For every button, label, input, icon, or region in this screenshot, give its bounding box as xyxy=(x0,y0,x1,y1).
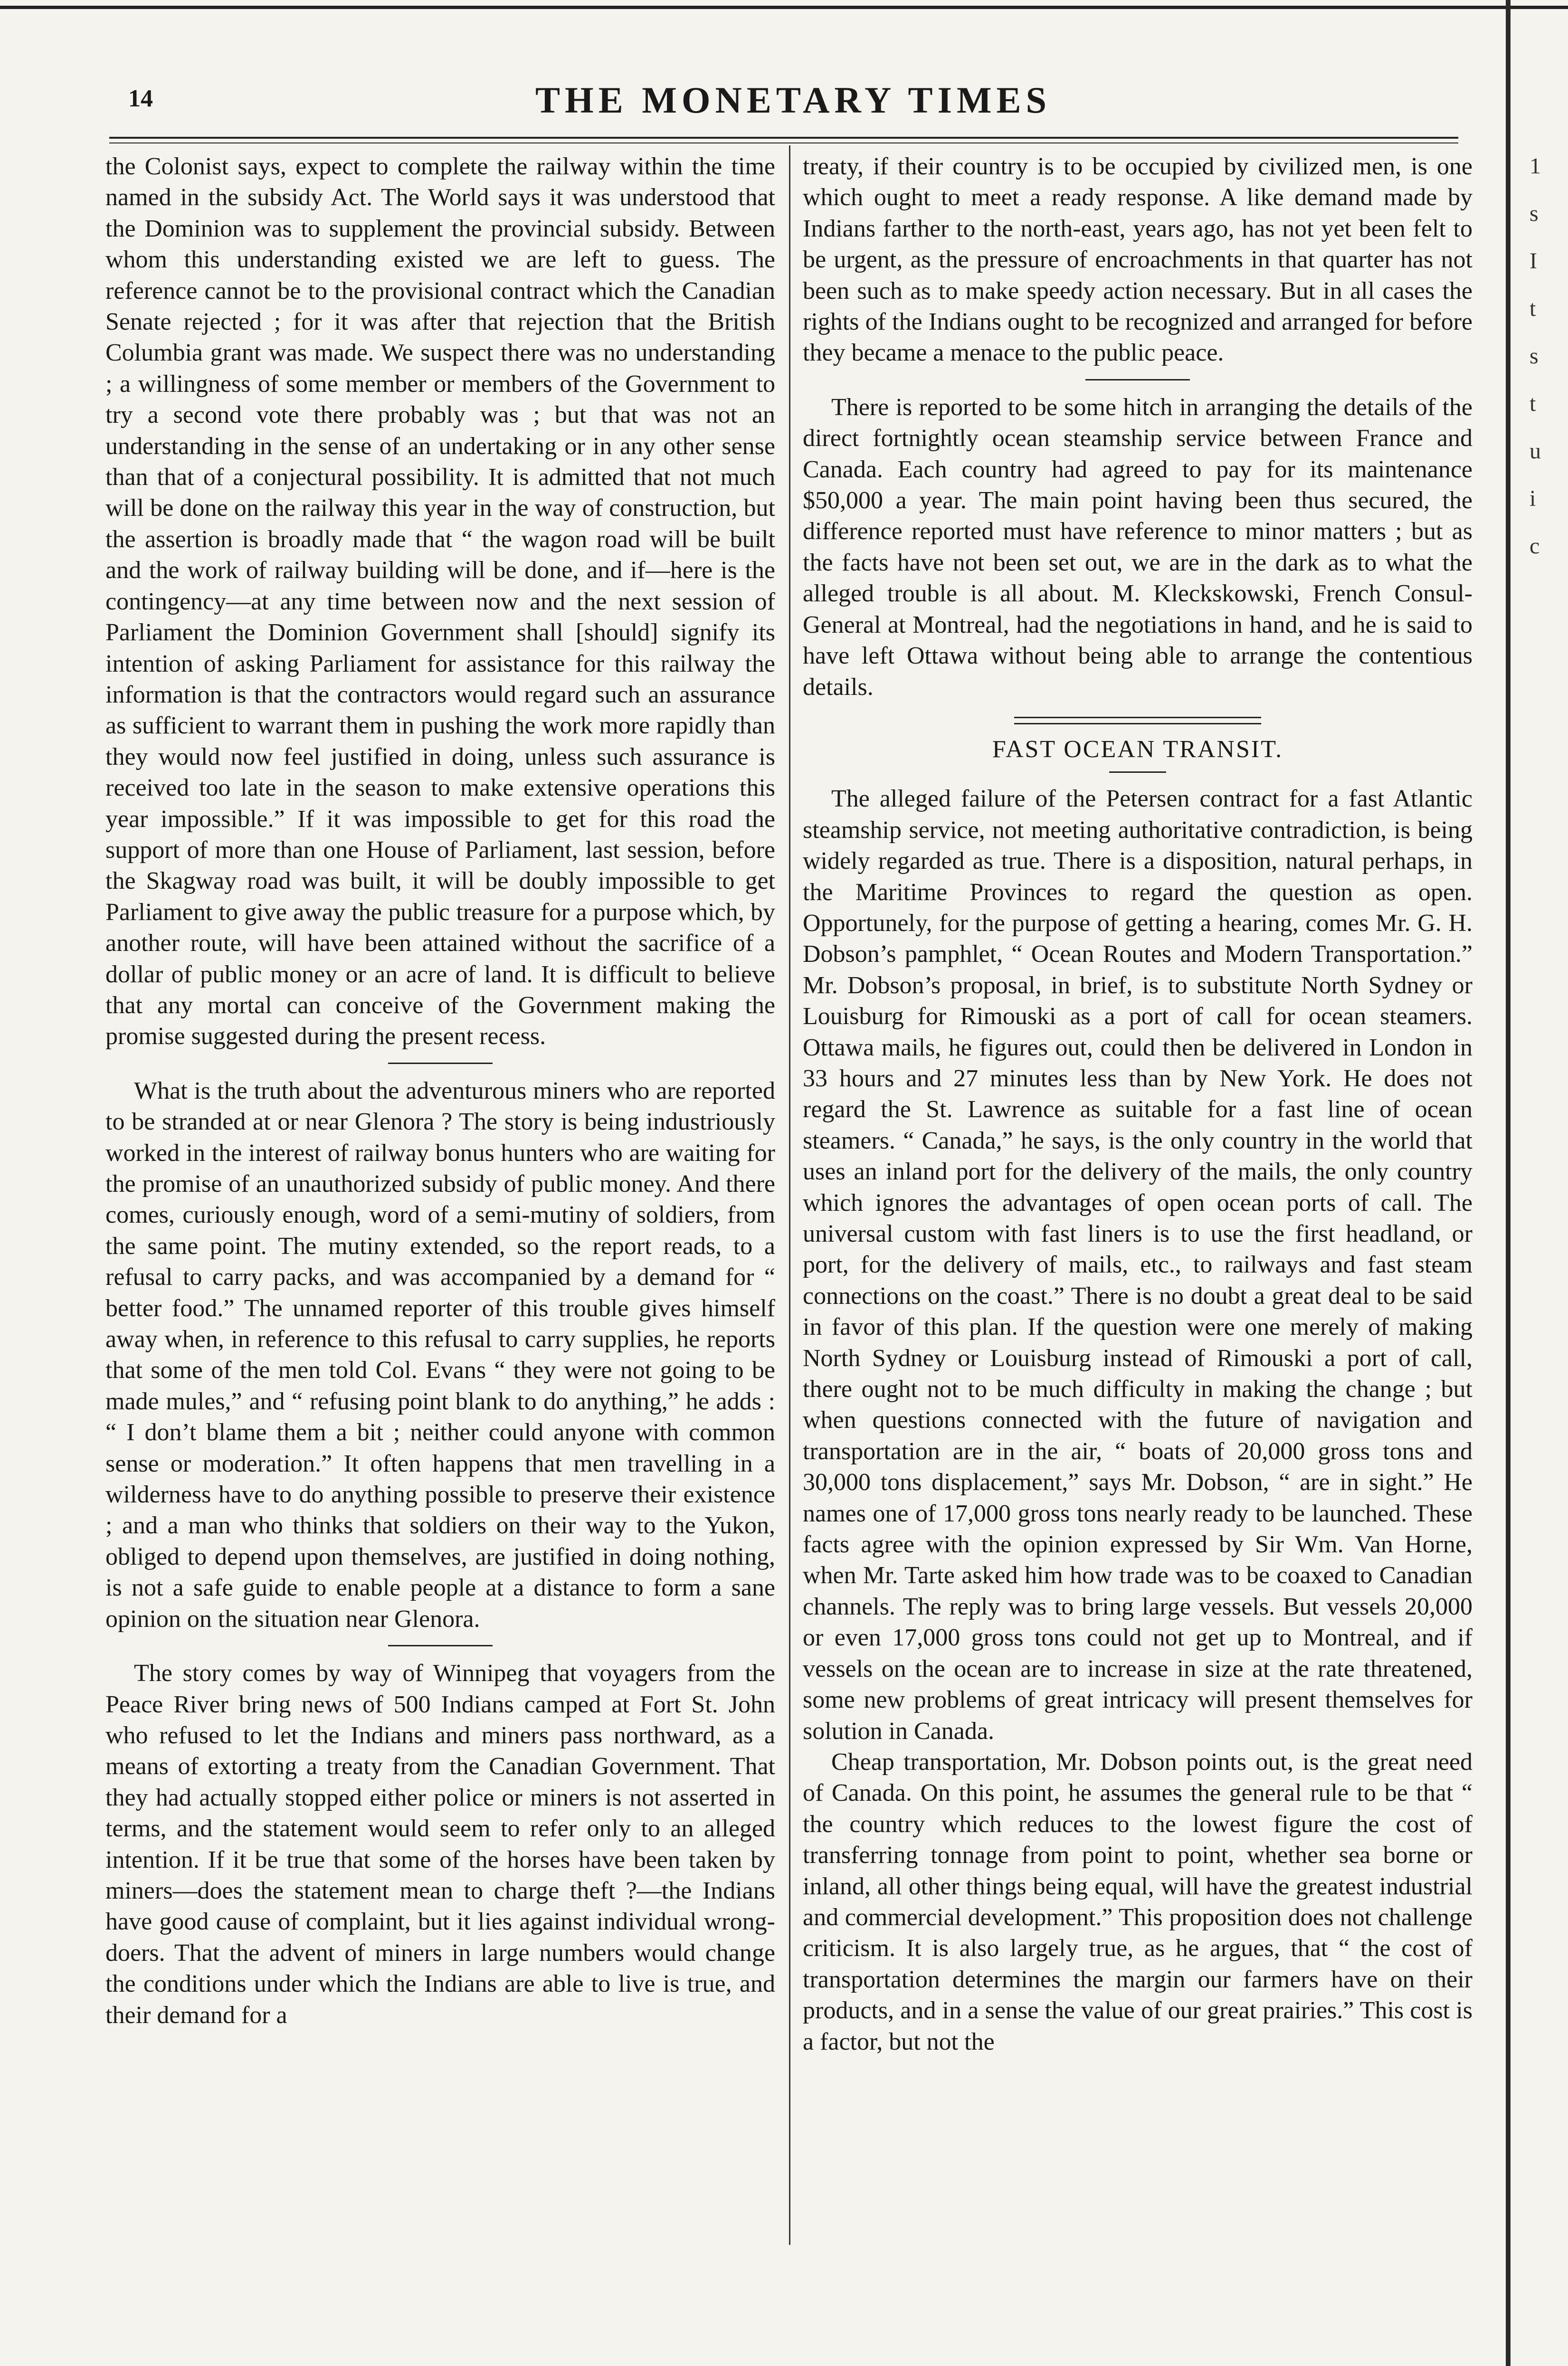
masthead-title: THE MONETARY TIMES xyxy=(535,79,1051,121)
article-paragraph: The story comes by way of Winnipeg that voyagers from the Peace River bring news of 500 Indians camped at Fort St. John who refused to let the Indians and miners pass northward, as a means of extorting a treaty from the Canadian Government. That they had actually stopped either police or miners is not asserted in terms, and the statement would seem to refer only to an alleged intention. If it be true that some of the horses have been taken by miners—does the statement mean to charge theft ?—the Indians have good cause of complaint, but it lies against individual wrong-doers. That the advent of miners in large numbers would change the conditions under which the Indians are able to live is true, and their demand for a xyxy=(105,1660,775,2029)
top-border-rule xyxy=(0,6,1568,9)
page-header xyxy=(109,76,1477,128)
article-paragraph: The alleged failure of the Petersen contract for a fast Atlantic steamship service, not meeting authoritative contradiction, is being widely regarded as true. There is a disposition, natural perhaps, in the Maritime Provinces to regard the question as open. Opportunely, for the purpose of getting a hearing, comes Mr. G. H. Dobson’s pamphlet, “ Ocean Routes and Modern Transportation.” Mr. Dobson’s proposal, in brief, is to substitute North Sydney or Louisburg for Rimouski as a port of call for ocean steamers. Ottawa mails, he figures out, could then be delivered in London in 33 hours and 27 minutes less than by New York. He does not regard the St. Lawrence as suitable for a fast line of ocean steamers. “ Canada,” he says, is the only country in the world that uses an inland port for the delivery of the mails, the only country which ignores the advantages of open ocean ports of call. The universal custom with fast liners is to use the first headland, or port, for the delivery of mails, etc., to railways and fast steam connections on the coast.” There is no doubt a great deal to be said in favor of this plan. If the question were one merely of making North Sydney or Louisburg instead of Rimouski a port of call, there ought not to be much difficulty in making the change ; but when questions connected with the future of navigation and transportation are in the air, “ boats of 20,000 gross tons and 30,000 tons displacement,” says Mr. Dobson, “ are in sight.” He names one of 17,000 gross tons nearly ready to be launched. These facts agree with the opinion expressed by Sir Wm. Van Horne, when Mr. Tarte asked him how trade was to be coaxed to Canadian channels. The reply was to bring large vessels. But vessels 20,000 or even 17,000 gross tons could not get up to Montreal, and if vessels on the ocean are to increase in size at the rate threatened, some new problems of great intricacy will present themselves for solution in Canada. xyxy=(803,785,1473,1745)
margin-mark: s xyxy=(1530,343,1539,369)
column-divider xyxy=(789,145,790,2245)
margin-mark: 1 xyxy=(1530,153,1541,179)
left-column xyxy=(105,151,775,2031)
margin-mark: t xyxy=(1530,296,1536,321)
section-separator xyxy=(388,1063,493,1064)
article-paragraph: There is reported to be some hitch in arranging the details of the direct fortnightly ocean steamship service between France and Canada. Each country had agreed to pay for its maintenance $50,000 a year. The main point having been thus secured, the difference reported must have reference to minor matters ; but as the facts have not been set out, we are in the dark as to what the alleged trouble is all about. M. Kleckskowski, French Consul-General at Montreal, had the negotiations in hand, and he is said to have left Ottawa without being able to arrange the contentious details. xyxy=(803,393,1473,701)
header-double-rule xyxy=(109,137,1458,143)
article-paragraph: the Colonist says, expect to complete the railway within the time named in the subsidy Act. The World says it was understood that the Dominion was to supplement the provincial subsidy. Between whom this understanding existed we are left to guess. The reference cannot be to the provisional contract which the Canadian Senate rejected ; for it was after that rejection that the British Columbia grant was made. We suspect there was no understanding ; a willingness of some member or members of the Government to try a second vote there probably was ; but that was not an understanding in the sense of an undertaking or in any other sense than that of a conjectural possibility. It is admitted that not much will be done on the railway this year in the way of construction, but the assertion is broadly made that “ the wagon road will be built and the work of railway building will be done, and if—here is the contingency—at any time between now and the next session of Parliament the Dominion Government shall [should] signify its intention of asking Parliament for assistance for this railway the information is that the contractors would regard such an assurance as sufficient to warrant them in pushing the work more rapidly than they would now feel justified in doing, unless such assurance is received too late in the season to make extensive operations this year impossible.” If it was impossible to get for this road the support of more than one House of Parliament, last session, before the Skagway road was built, it will be doubly impossible to get Parliament to give away the public treasure for a purpose which, by another route, will have been attained without the sacrifice of a dollar of public money or an acre of land. It is difficult to believe that any mortal can conceive of the Government making the promise suggested during the present recess. xyxy=(105,153,775,1050)
section-separator xyxy=(1085,379,1190,380)
margin-mark: s xyxy=(1530,201,1539,226)
article-paragraph: Cheap transportation, Mr. Dobson points out, is the great need of Canada. On this point, he assumes the general rule to be that “ the country which reduces to the lowest figure the cost of transferring tonnage from point to point, whether sea borne or inland, all other things being equal, will have the greatest industrial and commercial development.” This proposition does not challenge criticism. It is also largely true, as he argues, that “ the cost of transportation determines the margin our farmers have on their products, and in a sense the value of our great prairies.” This cost is a factor, but not the xyxy=(803,1748,1473,2055)
margin-mark: u xyxy=(1530,438,1541,464)
heading-underline xyxy=(1109,771,1166,773)
facing-page-margin-fragments xyxy=(1530,143,1549,570)
margin-mark: i xyxy=(1530,486,1536,511)
page-edge-shadow xyxy=(1506,0,1511,2366)
section-separator xyxy=(388,1645,493,1646)
page-number: 14 xyxy=(128,85,153,112)
article-paragraph: What is the truth about the adventurous miners who are reported to be stranded at or near Glenora ? The story is being industriously worked in the interest of railway bonus hunters who are waiting for the promise of an unauthorized subsidy of public money. And there comes, curiously enough, word of a semi-mutiny of soldiers, from the same point. The mutiny extended, so the report reads, to a refusal to carry packs, and was accompanied by a demand for “ better food.” The unnamed reporter of this trouble gives himself away when, in reference to this refusal to carry supplies, he reports that some of the men told Col. Evans “ they were not going to be made mules,” and “ refusing point blank to do anything,” he adds : “ I don’t blame them a bit ; neither could anyone with common sense or moderation.” It often happens that men travelling in a wilderness have to do anything possible to preserve their existence ; and a man who thinks that soldiers on their way to the Yukon, obliged to depend upon themselves, are justified in doing nothing, is not a safe guide to enable people at a distance to form a sane opinion on the situation near Glenora. xyxy=(105,1077,775,1633)
right-column xyxy=(803,151,1473,2057)
section-double-rule xyxy=(1014,717,1261,724)
margin-mark: t xyxy=(1530,391,1536,416)
article-paragraph: treaty, if their country is to be occupied by civilized men, is one which ought to meet a ready response. A like demand made by Indians farther to the north-east, years ago, has not yet been felt to be urgent, as the pressure of encroachments in that quarter has not been such as to make speedy action necessary. But in all cases the rights of the Indians ought to be recognized and arranged for before they became a menace to the public peace. xyxy=(803,153,1473,367)
section-heading: FAST OCEAN TRANSIT. xyxy=(992,735,1283,763)
margin-mark: c xyxy=(1530,533,1540,559)
margin-mark: I xyxy=(1530,248,1537,274)
